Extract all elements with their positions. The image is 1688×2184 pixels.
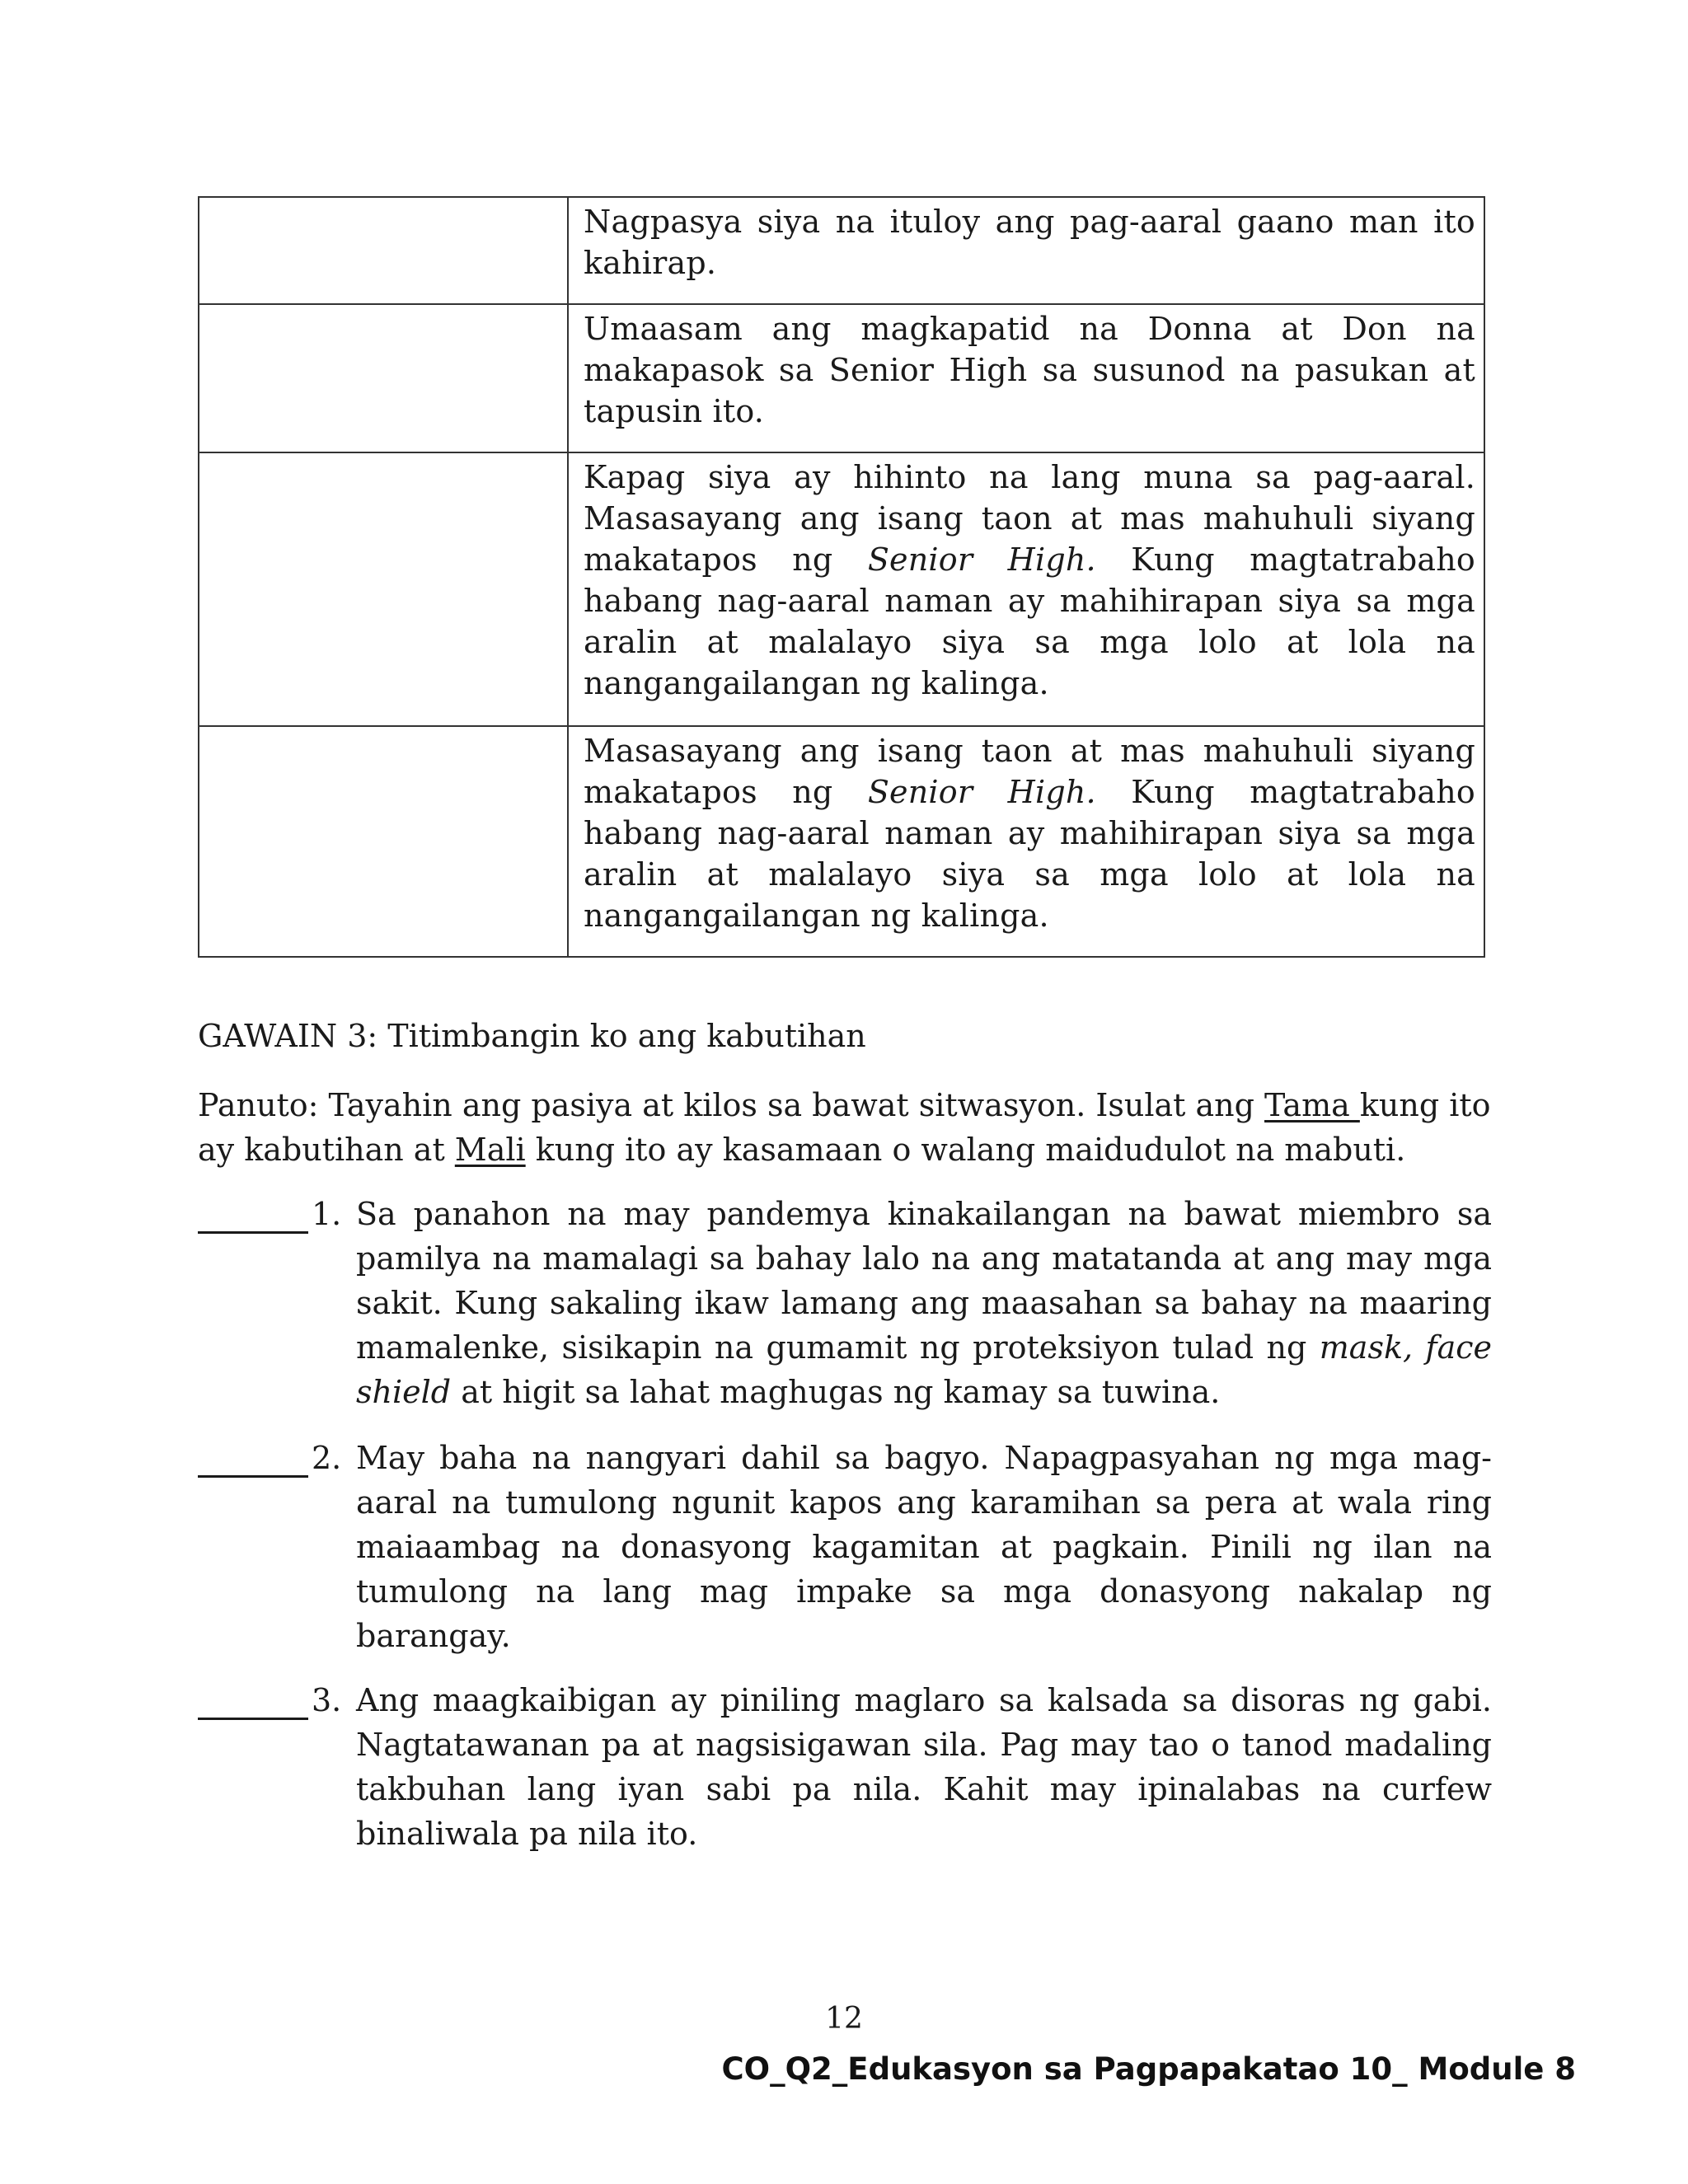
table-cell-text — [568, 726, 1484, 957]
item-number: 1. — [312, 1196, 342, 1232]
table-cell-blank[interactable] — [199, 197, 568, 304]
table-cell-blank[interactable] — [199, 452, 568, 726]
cell-text: Kapag siya ay hihinto na lang muna sa pag-aaral. Masasayang ang isang taon at mas mahuhuli siyang makatapos ng Senior High. Kung magtatrabaho habang nag-aaral naman ay mahihirapan siya sa mga aralin at malalayo siya sa mga lolo at lola na nangangailangan ng kalinga. — [584, 459, 1475, 701]
item-text: Ang maagkaibigan ay piniling maglaro sa kalsada sa disoras ng gabi. Nagtatawanan pa at nagsisigawan sila. Pag may tao o tanod madaling takbuhan lang iyan sabi pa nila. Kahit may ipinalabas na curfew binaliwala pa nila ito. — [356, 1682, 1492, 1852]
answer-blank[interactable] — [198, 1192, 308, 1234]
answer-blank[interactable] — [198, 1678, 308, 1720]
list-item — [198, 1678, 1492, 1856]
table-cell-text — [568, 197, 1484, 304]
situation-table — [198, 196, 1485, 958]
cell-text: Masasayang ang isang taon at mas mahuhuli siyang makatapos ng Senior High. Kung magtatrabaho habang nag-aaral naman ay mahihirapan siya sa mga aralin at malalayo siya sa mga lolo at lola na nangangailangan ng kalinga. — [584, 733, 1475, 934]
table-row — [199, 452, 1484, 726]
table-cell-blank[interactable] — [199, 304, 568, 452]
page-number: 12 — [825, 2002, 863, 2036]
tama-underlined: Tama — [1264, 1087, 1360, 1123]
table-cell-blank[interactable] — [199, 726, 568, 957]
table-cell-text — [568, 304, 1484, 452]
cell-text: Umaasam ang magkapatid na Donna at Don na makapasok sa Senior High sa susunod na pasukan at tapusin ito. — [584, 311, 1475, 429]
activity-instructions: Panuto: Tayahin ang pasiya at kilos sa bawat sitwasyon. Isulat ang Tama kung ito ay kabutihan at Mali kung ito ay kasamaan o walang maidudulot na mabuti. — [198, 1087, 1491, 1168]
mali-underlined: Mali — [454, 1132, 526, 1168]
item-text: May baha na nangyari dahil sa bagyo. Napagpasyahan ng mga mag-aaral na tumulong ngunit kapos ang karamihan sa pera at wala ring maiaambag na donasyong kagamitan at pagkain. Pinili ng ilan na tumulong na lang mag impake sa mga donasyong nakalap ng barangay. — [356, 1440, 1492, 1654]
list-item — [198, 1192, 1492, 1414]
item-number: 3. — [312, 1682, 342, 1718]
italic-term: mask, face shield — [356, 1329, 1492, 1410]
table-cell-text — [568, 452, 1484, 726]
table-row — [199, 304, 1484, 452]
table-row — [199, 726, 1484, 957]
answer-blank[interactable] — [198, 1436, 308, 1478]
activity-heading: GAWAIN 3: Titimbangin ko ang kabutihan — [198, 1018, 866, 1054]
cell-text: Nagpasya siya na ituloy ang pag-aaral gaano man ito kahirap. — [584, 204, 1475, 281]
italic-term: Senior High. — [867, 541, 1096, 578]
module-footer: CO_Q2_Edukasyon sa Pagpapakatao 10_ Module 8 — [721, 2051, 1576, 2087]
list-item — [198, 1436, 1492, 1658]
italic-term: Senior High. — [867, 774, 1096, 810]
table-row — [199, 197, 1484, 304]
item-text: Sa panahon na may pandemya kinakailangan na bawat miembro sa pamilya na mamalagi sa bahay lalo na ang matatanda at ang may mga sakit. Kung sakaling ikaw lamang ang maasahan sa bahay na maaring mamalenke, sisikapin na gumamit ng proteksiyon tulad ng mask, face shield at higit sa lahat maghugas ng kamay sa tuwina. — [356, 1196, 1492, 1410]
item-number: 2. — [312, 1440, 342, 1476]
